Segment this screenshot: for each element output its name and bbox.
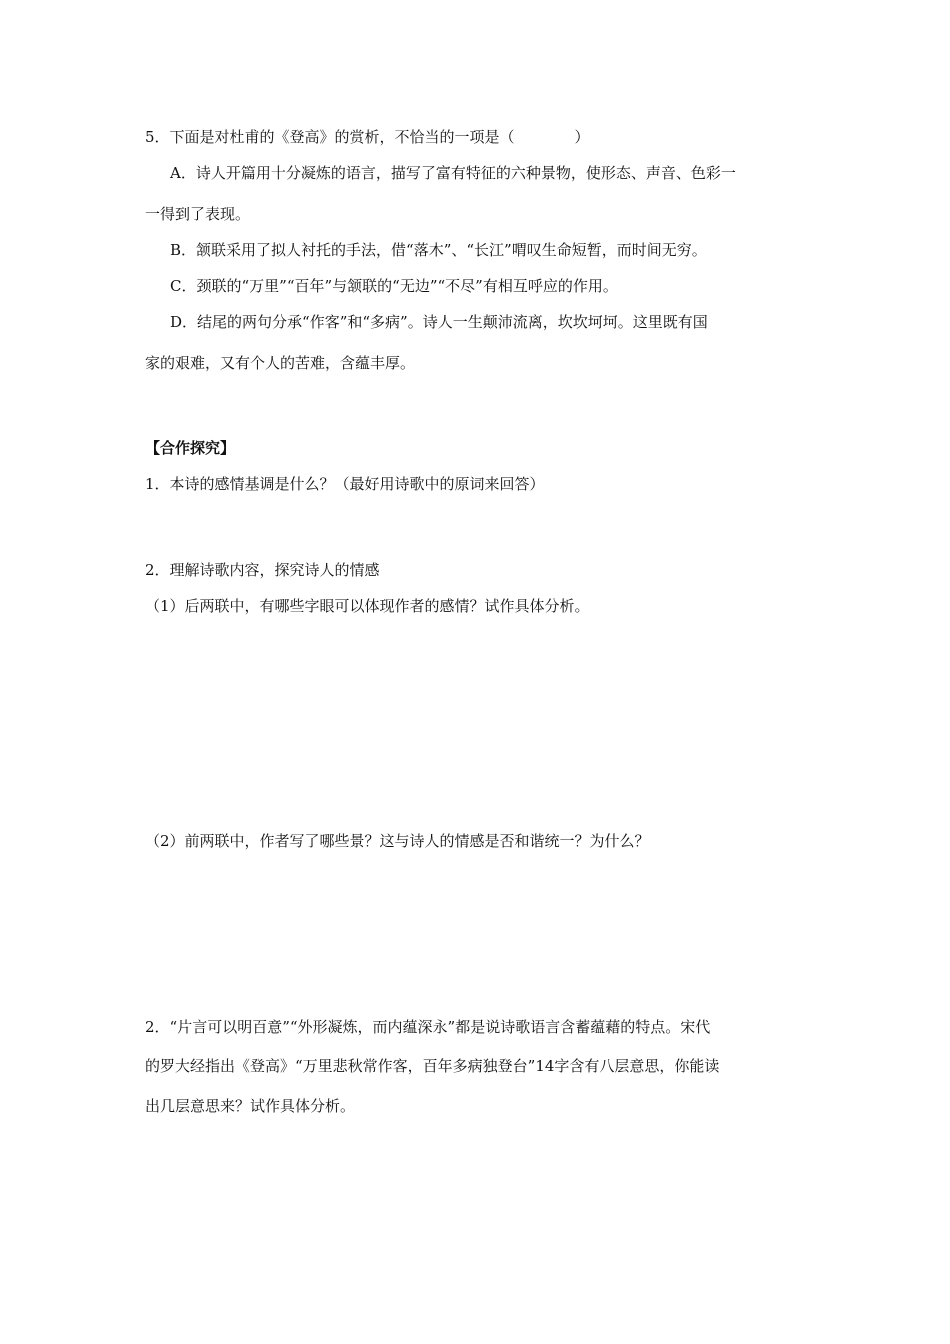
option-d-line1: D．结尾的两句分承“作客”和“多病”。诗人一生颠沛流离，坎坎坷坷。这里既有国	[170, 313, 708, 331]
option-d-line2: 家的艰难，又有个人的苦难，含蕴丰厚。	[145, 354, 416, 372]
coop-question-3-line3: 出几层意思来？试作具体分析。	[145, 1097, 356, 1115]
option-a-line2: 一得到了表现。	[145, 205, 251, 223]
section-heading-cooperative-inquiry: 【合作探究】	[145, 439, 236, 457]
coop-question-2: 2．理解诗歌内容，探究诗人的情感	[145, 561, 380, 579]
coop-question-1: 1．本诗的感情基调是什么？（最好用诗歌中的原词来回答）	[145, 475, 545, 493]
coop-question-2-sub-1: （1）后两联中，有哪些字眼可以体现作者的感情？试作具体分析。	[145, 597, 590, 615]
option-b: B．颔联采用了拟人衬托的手法，借“落木”、“长江”喟叹生命短暂，而时间无穷。	[170, 241, 707, 259]
coop-question-3-line1: 2．“片言可以明百意”“外形凝炼，而内蕴深永”都是说诗歌语言含蓄蕴藉的特点。宋代	[145, 1018, 711, 1036]
option-a-line1: A．诗人开篇用十分凝炼的语言，描写了富有特征的六种景物，使形态、声音、色彩一	[170, 164, 736, 182]
option-c: C．颈联的“万里”“百年”与颔联的“无边”“不尽”有相互呼应的作用。	[170, 277, 618, 295]
coop-question-3-line2: 的罗大经指出《登高》“万里悲秋常作客，百年多病独登台”14字含有八层意思，你能读	[145, 1057, 720, 1075]
question-5-stem: 5．下面是对杜甫的《登高》的赏析，不恰当的一项是（ ）	[145, 128, 590, 146]
coop-question-2-sub-2: （2）前两联中，作者写了哪些景？这与诗人的情感是否和谐统一？为什么？	[145, 832, 650, 850]
